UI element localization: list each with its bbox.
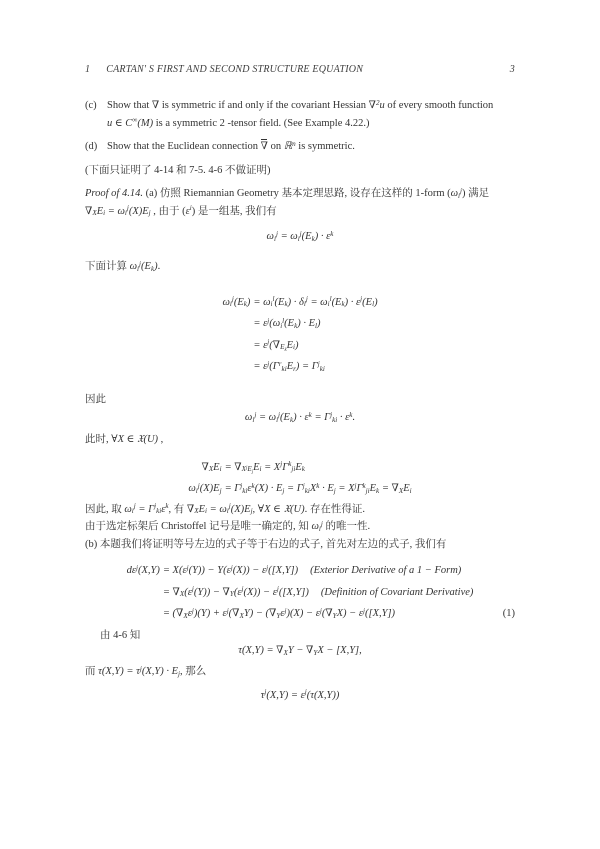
equation-rhs: = $(\nabla_X\varepsilon^j)(Y) + \varepsilon^j(\nabla_XY) - (\nabla_Y\varepsilon^j)(X) - \varepsilon^j(\nabla_YX) - \varepsilon^j([X,Y])$ <box>162 606 396 620</box>
equation-rhs: = $\varepsilon^j(\nabla_{E_k}E_i)$ <box>253 338 299 353</box>
equation-rhs: = $\nabla_{X^jE_j}E_i = X^j\Gamma^k_{ji}E_k$ <box>224 460 305 475</box>
display-equation-omega-basis: $\omega_i^j = \omega_i^j(E_k) \cdot \varepsilon^k$ <box>266 229 334 243</box>
equation-rhs: = $\Gamma^j_{ki}\varepsilon^k(X) \cdot E_j = \Gamma^j_{ki}X^k \cdot E_j = X^j\Gamma^k_{ji}E_k = \nabla_XE_i$ <box>224 481 412 495</box>
proof-line: $\nabla_XE_i = \omega_i^j(X)E_j$ , 由于 $(\varepsilon^i)$ 是一组基, 我们有 <box>85 204 277 218</box>
tau-paragraph: 而 $\tau(X,Y) = \tau^j(X,Y) \cdot E_j$, 那么 <box>85 664 207 678</box>
equation-annotation: (Definition of Covariant Derivative) <box>320 586 474 598</box>
equation-rhs: = $\varepsilon^j(\Gamma^r_{ki}E_r) = \Gamma^j_{ki}$ <box>253 359 325 373</box>
section-number: 1 <box>85 64 91 75</box>
item-text <box>107 97 493 132</box>
exercise-item-c <box>85 97 515 132</box>
item-label: (c) <box>85 100 97 111</box>
now-paragraph: 此时, ∀X ∈ 𝔛(U) , <box>85 434 164 445</box>
equation-lhs: $\nabla_XE_i$ <box>201 461 222 474</box>
section-title: CARTAN' S FIRST AND SECOND STRUCTURE EQUATION <box>106 64 364 75</box>
item-label: (d) <box>85 141 98 152</box>
page-header <box>85 64 515 76</box>
display-equation-tau-j: $\tau^j(X,Y) = \varepsilon^j(\tau(X,Y))$ <box>260 688 340 701</box>
equation-rhs: = $\nabla_X(\varepsilon^j(Y)) - \nabla_Y(\varepsilon^j(X)) - \varepsilon^j([X,Y])$ <box>162 585 309 599</box>
by-4-6-paragraph: 由 4-6 知 <box>100 629 141 641</box>
paragraph-line: 因此, 取 $\omega_i^j = \Gamma^j_{ki}\varepsilon^k$, 有 $\nabla_XE_i = \omega_i^j(X)E_j$, ∀X ∈ 𝔛(U). 存在性得证. <box>85 502 365 516</box>
compute-paragraph: 下面计算 $\omega_i^j(E_k)$. <box>85 259 161 273</box>
equation-rhs: = $X(\varepsilon^j(Y)) - Y(\varepsilon^j(X)) - \varepsilon^j([X,Y])$ <box>162 563 299 576</box>
proof-line: Proof of 4.14. (a) 仿照 Riemannian Geometry 基本定理思路, 设存在这样的 1-form $(\omega_i^j)$ 满足 <box>85 186 490 200</box>
equation-annotation: (Exterior Derivative of a 1 − Form) <box>310 565 462 576</box>
equation-rhs: = $\omega_i^l(E_k) \cdot \delta_l^j = \omega_i^l(E_k) \cdot \varepsilon^j(E_l)$ <box>253 295 378 309</box>
equation-lhs: $\omega_i^j(X)E_j$ <box>188 481 222 495</box>
paragraph-line: (b) 本题我们将证明等号左边的式子等于右边的式子, 首先对左边的式子, 我们有 <box>85 538 447 550</box>
thus-paragraph: 因此 <box>85 393 106 405</box>
aligned-equations-exterior-derivative <box>85 560 515 625</box>
proof-paragraph <box>85 185 515 220</box>
equation-lhs: $d\varepsilon^j(X,Y)$ <box>126 563 160 576</box>
proof-scope-note: (下面只证明了 4-14 和 7-5. 4-6 不做证明) <box>85 164 271 176</box>
item-text <box>107 138 355 156</box>
item-line: Show that the Euclidean connection ∇ on ℝ$^n$ is symmetric. <box>107 141 355 152</box>
running-head <box>85 64 363 76</box>
display-equation-torsion: $\tau(X,Y) = \nabla_XY - \nabla_YX - [X,Y]$, <box>238 645 362 657</box>
equation-rhs: = $\varepsilon^j(\omega_i^l(E_k) \cdot E_l)$ <box>253 316 321 330</box>
exercise-item-d <box>85 138 515 156</box>
item-line: u ∈ C∞(M) is a symmetric 2 -tensor field. (See Example 4.22.) <box>107 116 370 129</box>
item-line: Show that ∇ is symmetric if and only if the covariant Hessian ∇$^2$u of every smooth function <box>107 98 494 111</box>
aligned-equations-omega-ek <box>85 292 515 378</box>
part-b-paragraph <box>85 501 515 554</box>
display-equation-omega-gamma: $\omega_i^j = \omega_i^j(E_k) \cdot \varepsilon^k = \Gamma^j_{ki} \cdot \varepsilon^k$. <box>244 410 356 424</box>
aligned-equations-nabla-x <box>85 457 515 500</box>
equation-lhs: $\omega_i^j(E_k)$ <box>222 295 251 309</box>
page-number: 3 <box>509 64 515 75</box>
equation-number: (1) <box>502 608 515 619</box>
paragraph-line: 由于选定标架后 Christoffel 记号是唯一确定的, 知 $\omega_i^j$ 的唯一性. <box>85 519 371 533</box>
